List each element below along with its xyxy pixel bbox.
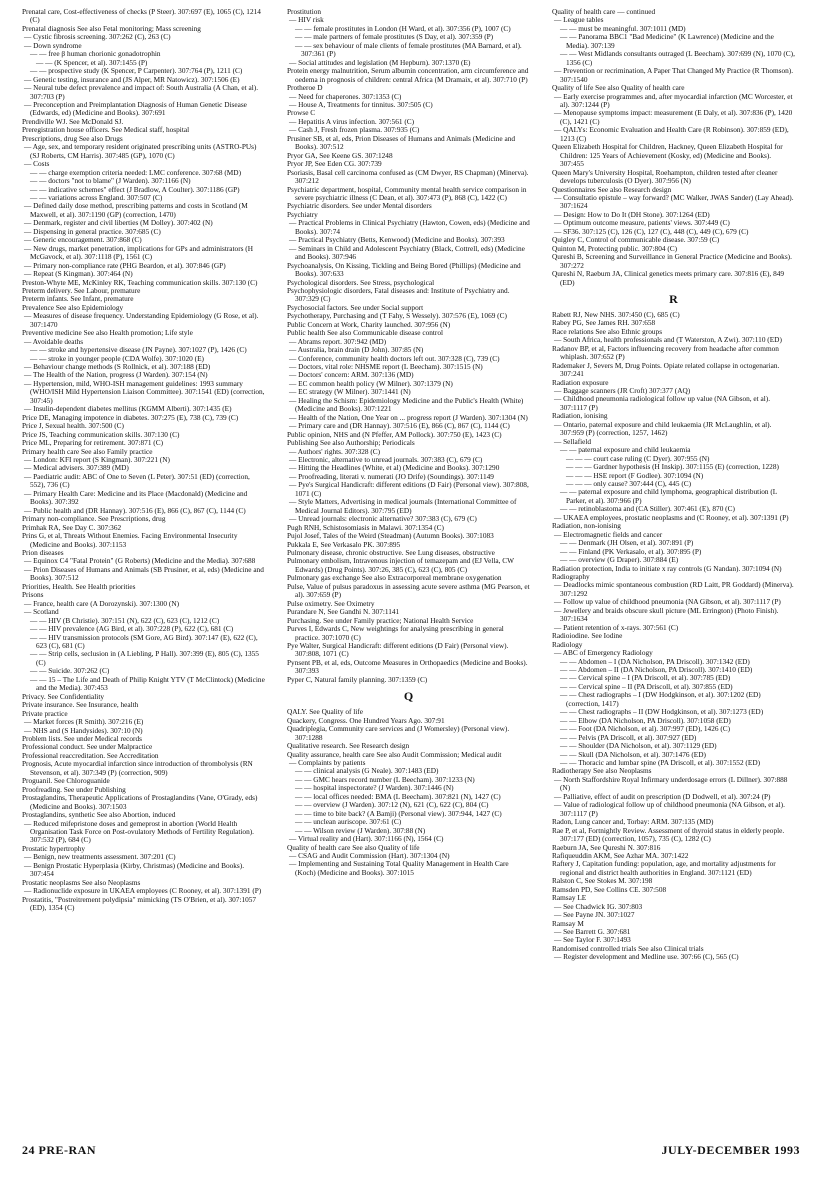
index-subentry: — See Taylor F. 307:1493 bbox=[554, 935, 631, 945]
index-subentry: — QALYs: Economic Evaluation and Health Care (R Robinson). 307:859 (ED), 1213 (C) bbox=[554, 125, 789, 143]
index-entry: Quackery, Congress. One Hundred Years Ago. 307:91 bbox=[287, 715, 445, 725]
index-entry: Prion diseases bbox=[22, 548, 64, 557]
index-entry: Prins G, et al, Threats Without Enemies. Facing Environmental Insecurity (Medicine and Books). 307:1153 bbox=[22, 531, 238, 549]
index-entry: Privacy. See Confidentiality bbox=[22, 691, 105, 701]
index-subentry: — — Chest radiographs – I (DW Hodgkinson, et al). 307:1202 (ED) (correction, 1417) bbox=[560, 690, 761, 708]
index-subentry: — Hitting the Headlines (White, et al) (Medicine and Books). 307:1290 bbox=[289, 463, 500, 473]
index-entry: Pulse oximetry. See Oximetry bbox=[287, 598, 375, 608]
index-subentry: — Costs bbox=[24, 159, 50, 169]
index-entry: Queen Elizabeth Hospital for Children, Hackney, Queen Elizabeth Hospital for Children: 125 Years of Achievement (Kosky, ed) (Medicine and Books). 307:455 bbox=[552, 142, 783, 169]
index-subentry: — Practical Problems in Clinical Psychiatry (Hawton, Cowen, eds) (Medicine and Books). 307:74 bbox=[289, 218, 530, 236]
index-entry: Proofreading. See under Publishing bbox=[22, 784, 126, 794]
index-subentry: — — sex behaviour of male clients of female prostitutes (MA Barnard, et al). 307:361 (P) bbox=[295, 40, 522, 59]
index-entry: Pulse, Value of pulsus paradoxus in assessing acute severe asthma (MG Pearson, et al). 307:659 (P) bbox=[287, 581, 530, 600]
index-subentry: — Benign, new treatments assessment. 307:201 (C) bbox=[24, 852, 176, 862]
index-subentry: — Equinox C4 "Fatal Protein" (G Roberts) (Medicine and the Media). 307:688 bbox=[24, 556, 256, 566]
index-subentry: — Palliative, effect of audit on prescription (D Dodwell, et al). 307:24 (P) bbox=[554, 791, 771, 801]
index-subentry: — — charge exemption criteria needed: LMC conference. 307:68 (MD) bbox=[30, 167, 241, 177]
index-subentry: — — Thoracic and lumbar spine (PA Driscoll, et al). 307:1552 (ED) bbox=[560, 757, 761, 767]
index-entry: Pukkala E, See Verkasalo PK. 307:895 bbox=[287, 539, 401, 549]
footer-page-range: 24 PRE-RAN bbox=[22, 1143, 96, 1157]
index-subentry: — EC strategy (W Milner). 307:1441 (N) bbox=[289, 387, 411, 397]
index-subentry: — Electromagnetic fields and cancer bbox=[554, 529, 663, 539]
index-subentry: — Genetic testing, insurance and (JS Alper, MR Natowicz). 307:1506 (E) bbox=[24, 74, 240, 84]
index-subentry: — Design: How to Do It (DH Stone). 307:1264 (ED) bbox=[554, 209, 710, 219]
index-subentry: — London: KFI report (S Kingman). 307:221 (N) bbox=[24, 455, 170, 465]
section-letter-heading: R bbox=[669, 291, 678, 306]
index-entry: Radiation, ionising bbox=[552, 411, 608, 421]
index-entry: Qureshi B, Screening and Surveillance in General Practice (Medicine and Books). 307:272 bbox=[552, 252, 792, 270]
index-entry: Prusiner SB, et al, eds, Prion Diseases of Humans and Animals (Medicine and Books). 307:512 bbox=[287, 133, 515, 152]
index-entry: Prenatal diagnosis See also Fetal monitoring; Mass screening bbox=[22, 23, 201, 33]
index-entry: Pugh RNH, Schistosomiasis in Malawi. 307:1354 (C) bbox=[287, 522, 444, 532]
index-entry: Prostatic neoplasms See also Neoplasms bbox=[22, 877, 141, 887]
index-entry: Prostaglandins, Therapeutic Applications of Prostaglandins (Vane, O'Grady, eds) (Medicine and Books). 307:1503 bbox=[22, 793, 258, 811]
index-entry: Proguanil. See Chloroguanide bbox=[22, 776, 110, 786]
index-subentry: — — clinical analysis (G Neale). 307:1483 (ED) bbox=[295, 766, 439, 776]
index-entry: Questionnaires See also Research design bbox=[552, 184, 672, 194]
index-subentry: — Optimum outcome measure, patients' views. 307:449 (C) bbox=[554, 218, 730, 228]
index-subentry: — — Finland (PK Verkasalo, et al). 307:895 (P) bbox=[560, 546, 702, 556]
index-entry: Preventive medicine See also Health promotion; Life style bbox=[22, 328, 193, 338]
section-letter-heading: Q bbox=[403, 689, 414, 704]
index-subentry: — — Abdomen – I (DA Nicholson, PA Driscoll). 307:1342 (ED) bbox=[560, 656, 750, 666]
index-entry: Prevalence See also Epidemiology bbox=[22, 302, 124, 312]
index-subentry: — Style Matters, Advertising in medical journals (International Committee of Medical Journal Editors). 307:795 (ED) bbox=[289, 497, 517, 515]
index-entry: Psychiatric department, hospital, Community mental health service comparison in severe psychiatric illness (C Dean, et al). 307:473 (P), 868 (C), 1422 (C) bbox=[287, 184, 527, 202]
index-entry: Prenatal care, Cost-effectiveness of checks (P Steer). 307:697 (E), 1065 (C), 1214 (C) bbox=[22, 8, 261, 25]
index-subentry: — — unclean auriscope. 307:61 (C) bbox=[295, 817, 402, 827]
index-subentry: — Dispensing in general practice. 307:685 (C) bbox=[24, 226, 161, 236]
index-subentry: — Public health and (DR Hannay). 307:516 (E), 866 (C), 867 (C), 1144 (C) bbox=[24, 505, 246, 515]
index-subentry: — Jewellery and braids obscure skull picture (ML Errington) (Photo Finish). 307:1634 bbox=[554, 605, 779, 624]
index-subentry: — — overview (J Warden). 307:12 (N), 621 (C), 622 (C), 804 (C) bbox=[295, 800, 489, 810]
index-subentry: — — Foot (DA Nicholson, et al). 307:997 (ED), 1426 (C) bbox=[560, 724, 731, 734]
index-entry: Professional conduct. See under Malpractice bbox=[22, 742, 153, 752]
index-entry: Rabey PG, See James RH. 307:658 bbox=[552, 318, 656, 328]
index-subentry: — — — court case ruling (C Dyer). 307:955 (N) bbox=[566, 453, 710, 463]
index-entry: Rademaker J, Severs M, Drug Points. Opiate related collapse in octogenarian. 307:241 bbox=[552, 360, 780, 379]
index-subentry: — EC common health policy (W Milner). 307:1379 (N) bbox=[289, 378, 453, 388]
index-subentry: — — prospective study (K Spencer, P Carpenter). 307:764 (P), 1211 (C) bbox=[30, 66, 243, 76]
index-column-2 bbox=[287, 8, 530, 1130]
index-entry: Pyper C, Natural family planning. 307:1359 (C) bbox=[287, 674, 428, 684]
index-entry: Queen Mary's University Hospital, Roehampton, children tested after cleaner develops tuberculosis (O Dyer). 307:956 (N) bbox=[552, 167, 778, 186]
index-subentry: — Primary non-compliance rate (PHG Beardon, et al). 307:846 (GP) bbox=[24, 260, 226, 270]
index-subentry: — See Barrett G. 307:681 bbox=[554, 927, 631, 937]
index-entry: Private insurance. See Insurance, health bbox=[22, 700, 139, 710]
index-entry: Randomised controlled trials See also Clinical trials bbox=[552, 943, 704, 953]
index-subentry: — — Pelvis (PA Driscoll, et al). 307:927 (ED) bbox=[560, 732, 697, 742]
index-subentry: — Proofreading, literati v. numerati (JO Drife) (Soundings). 307:1149 bbox=[289, 471, 494, 481]
index-entry: Pryor JP, See Eden CG. 307:739 bbox=[287, 159, 382, 169]
index-entry: Prendiville WJ. See McDonald SJ. bbox=[22, 116, 124, 126]
index-subentry: — — Cervical spine – II (PA Driscoll, et al). 307:855 (ED) bbox=[560, 681, 733, 691]
index-subentry: — Virtual reality and (Hart). 307:1166 (N), 1564 (C) bbox=[289, 834, 444, 844]
index-subentry: — Defined daily dose method, prescribing patterns and costs in Scotland (M Maxwell, et al). 307:1190 (GP) (correction, 1470) bbox=[24, 201, 248, 219]
index-subentry: — — West Midlands consultants outraged (L Beecham). 307:699 (N), 1070 (C), 1356 (C) bbox=[560, 49, 795, 67]
index-entry: Professional reaccreditation. See Accreditation bbox=[22, 750, 159, 760]
index-entry: Quadriplegia, Community care services and (J Womersley) (Personal view). 307:1288 bbox=[287, 724, 510, 742]
index-entry: Public health See also Communicable disease control bbox=[287, 328, 444, 338]
index-subentry: — Reduced mifepristone doses and gemeprost in abortion (World Health Organisation Task Force on Post-ovulatory Methods of Fertility Regulation). 307:532 (P), 684 (C) bbox=[24, 818, 254, 845]
index-subentry: — — — HSE report (F Godlee). 307:1094 (N) bbox=[566, 470, 704, 480]
index-subentry: — Social attitudes and legislation (M Hepburn). 307:1370 (E) bbox=[289, 57, 471, 67]
index-subentry: — Register development and Medline use. 307:66 (C), 565 (C) bbox=[554, 952, 739, 962]
index-entry: Ralston C, See Stokes M. 307:198 bbox=[552, 876, 653, 886]
index-subentry: — — male partners of female prostitutes (S Day, et al). 307:359 (P) bbox=[295, 32, 494, 42]
index-subentry: — — must be meaningful. 307:1011 (MD) bbox=[560, 23, 686, 33]
index-subentry: — Primary care and (DR Hannay). 307:516 (E), 866 (C), 867 (C), 1144 (C) bbox=[289, 421, 510, 431]
index-entry: Ramsden PD, See Collins CE. 307:508 bbox=[552, 884, 667, 894]
index-subentry: — Health of the Nation, One Year on ... progress report (J Warden). 307:1304 (N) bbox=[289, 412, 528, 422]
index-subentry: — — doctors "not to blame" (J Warden). 307:1166 (N) bbox=[30, 176, 191, 186]
index-entry: Prostaglandins, synthetic See also Abortion, induced bbox=[22, 810, 176, 820]
index-subentry: — Ontario, paternal exposure and child leukaemia (JR McLaughlin, et al). 307:959 (P) (correction, 1257, 1462) bbox=[554, 419, 772, 438]
index-subentry: — UKAEA employees, prostatic neoplasms and (C Rooney, et al). 307:1391 (P) bbox=[554, 512, 789, 522]
index-entry: Price ML, Preparing for retirement. 307:871 (C) bbox=[22, 438, 164, 448]
index-subentry: — Patient retention of x-rays. 307:561 (C) bbox=[554, 622, 679, 632]
index-subentry: — Implementing and Sustaining Total Quality Management in Health Care (Koch) (Medicine and Books). 307:1015 bbox=[289, 859, 509, 877]
index-subentry: — — free β human chorionic gonadotrophin bbox=[30, 49, 161, 59]
index-subentry: — Complaints by patients bbox=[289, 757, 366, 767]
index-entry: Private practice bbox=[22, 708, 68, 718]
index-entry: Protheroe D bbox=[287, 83, 323, 93]
index-entry: Pye Walter, Surgical Handicraft: different editions (D Fair) (Personal view). 307:808, 1071 (C) bbox=[287, 640, 509, 659]
index-entry: Prostatitis, "Postreitrement polydipsia" mimicking (TS O'Brien, et al). 307:1057 (ED), 1354 (C) bbox=[22, 894, 257, 913]
index-subentry: — ABC of Emergency Radiology bbox=[554, 648, 653, 658]
index-subentry: — House A, Treatments for tinnitus. 307:505 (C) bbox=[289, 99, 433, 109]
index-subentry: — New drugs, market penetration, implications for GPs and administrators (H McGavock, et al). 307:1118 (P), 1561 (C) bbox=[24, 243, 253, 262]
index-subentry: — See Chadwick IG. 307:803 bbox=[554, 901, 643, 911]
index-subentry: — Behaviour change methods (S Rollnick, et al). 307:188 (ED) bbox=[24, 362, 211, 372]
index-subentry: — Pye's Surgical Handicraft: different editions (D Fair) (Personal view). 307:808, 1071 (C) bbox=[289, 480, 529, 498]
index-entry: Radiography bbox=[552, 572, 590, 581]
index-subentry: — Market forces (R Smith). 307:216 (E) bbox=[24, 717, 144, 727]
index-entry: Psychiatry bbox=[287, 209, 318, 219]
index-subentry: — Practical Psychiatry (Betts, Kenwood) (Medicine and Books). 307:393 bbox=[289, 235, 505, 245]
index-entry: Preterm delivery. See Labour, premature bbox=[22, 285, 141, 295]
index-subentry: — — Denmark (JH Olsen, et al). 307:891 (P) bbox=[560, 538, 694, 548]
index-subentry: — Value of radiological follow up of childhood pneumonia (NA Gibson, et al). 307:1117 (P) bbox=[554, 800, 785, 818]
index-subentry: — Cystic fibrosis screening. 307:262 (C), 263 (C) bbox=[24, 32, 171, 42]
index-entry: Psoriasis, Basal cell carcinoma confused as (CM Dwyer, RS Chapman) (Minerva). 307:212 bbox=[287, 167, 529, 186]
index-subentry: — Scotland bbox=[24, 607, 59, 617]
index-subentry: — — overview (G Draper). 307:884 (E) bbox=[560, 555, 679, 565]
index-columns bbox=[22, 8, 800, 1130]
index-subentry: — — HIV prevalence (AG Bird, et al). 307:228 (P), 622 (C), 681 (C) bbox=[30, 624, 234, 634]
index-entry: Quigley C, Control of communicable disease. 307:59 (C) bbox=[552, 235, 720, 245]
index-column-1 bbox=[22, 8, 265, 1130]
index-entry: Qualitative research. See Research design bbox=[287, 741, 410, 751]
index-subentry: — Primary Health Care: Medicine and its Place (Macdonald) (Medicine and Books). 307:392 bbox=[24, 488, 248, 507]
index-subentry: — Sellafield bbox=[554, 436, 592, 446]
index-subentry: — — — only cause? 307:444 (C), 445 (C) bbox=[566, 479, 692, 489]
index-entry: Pynsent PB, et al, eds, Outcome Measures in Orthopaedics (Medicine and Books). 307:393 bbox=[287, 657, 528, 676]
index-subentry: — — Strip cells, seclusion in (A Liebling, P Hall). 307:399 (E), 805 (C), 1355 (C) bbox=[30, 649, 259, 667]
index-subentry: — Authors' rights. 307:328 (C) bbox=[289, 446, 381, 456]
index-subentry: — South Africa, health professionals and (T Waterston, A Zwi). 307:110 (ED) bbox=[554, 335, 782, 345]
index-entry: QALY. See Quality of life bbox=[287, 707, 363, 717]
index-subentry: — Avoidable deaths bbox=[24, 336, 84, 346]
index-subentry: — Unread journals: electronic alternative? 307:383 (C), 679 (C) bbox=[289, 514, 477, 524]
index-subentry: — Consultatio epistule – way forward? (MC Walker, JWAS Sander) (Lay Ahead). 307:1624 bbox=[554, 192, 794, 211]
index-subentry: — — hospital inspectorate? (J Warden). 307:1446 (N) bbox=[295, 783, 454, 793]
index-entry: Ramsay LE bbox=[552, 893, 587, 903]
index-subentry: — Repeat (S Kingman). 307:464 (N) bbox=[24, 269, 133, 279]
index-subentry: — Paediatric audit: ABC of One to Seven (L Peter). 307:51 (ED) (correction, 552), 736 (C) bbox=[24, 471, 250, 490]
index-subentry: — — indicative schemes" effect (J Bradlow, A Coulter). 307:1186 (GP) bbox=[30, 184, 240, 194]
index-entry: Radioiodine. See Iodine bbox=[552, 631, 623, 641]
index-entry: Price DE, Managing impotence in diabetes. 307:275 (E), 738 (C), 739 (C) bbox=[22, 412, 239, 422]
index-entry: Primhak RA, See Day C. 307:362 bbox=[22, 522, 122, 532]
index-entry: Raftery J, Capitation funding: population, age, and mortality adjustments for regional and district health authorities in England. 307:1121 (ED) bbox=[552, 859, 776, 877]
index-subentry: — Benign Prostatic Hyperplasia (Kirby, Christmas) (Medicine and Books). 307:454 bbox=[24, 860, 245, 879]
index-subentry: — — paternal exposure and child leukaemia bbox=[560, 445, 691, 455]
index-subentry: — Insulin-dependent diabetes mellitus (KGMM Alberti). 307:1435 (E) bbox=[24, 404, 232, 414]
index-subentry: — — stroke and hypertensive disease (JN Payne). 307:1027 (P), 1426 (C) bbox=[30, 345, 247, 355]
index-entry: Preterm infants. See Infant, premature bbox=[22, 294, 134, 304]
index-subentry: — Australia, brain drain (D John). 307:85 (N) bbox=[289, 345, 424, 355]
index-entry: Purves I, Edwards C, New weightings for analysing prescribing in general practice. 307:1070 (C) bbox=[287, 624, 504, 642]
index-subentry: — Baggage scanners (JR Croft) 307:377 (AQ) bbox=[554, 386, 691, 396]
index-subentry: — — time to bite back? (A Bamji) (Personal view). 307:944, 1427 (C) bbox=[295, 808, 502, 818]
index-subentry: — CSAG and Audit Commission (Hart). 307:1304 (N) bbox=[289, 850, 450, 860]
index-subentry: — Down syndrome bbox=[24, 40, 82, 50]
index-entry: Ramsay M bbox=[552, 918, 584, 928]
index-subentry: — Menopause symptoms impact: measurement (E Daly, et al). 307:836 (P), 1420 (C), 1421 (C) bbox=[554, 108, 793, 126]
index-subentry: — — Cervical spine – I (PA Driscoll, et al). 307:785 (ED) bbox=[560, 673, 731, 683]
index-subentry: — NHS and (S Handysides). 307:10 (N) bbox=[24, 725, 143, 735]
index-subentry: — France, health care (A Dorozynski). 307:1300 (N) bbox=[24, 598, 180, 608]
index-entry: Psychosocial factors. See under Social support bbox=[287, 302, 424, 312]
index-entry: Radiology bbox=[552, 639, 583, 649]
index-entry: Prognosis, Acute myocardial infarction since introduction of thrombolysis (RN Stevenson, et al). 307:349 (P) (correction, 909) bbox=[22, 759, 253, 777]
index-subentry: — — Panorama BBC1 "Bad Medicine" (K Lawrence) (Medicine and the Media). 307:139 bbox=[560, 32, 774, 50]
index-subentry: — — Wilson review (J Warden). 307:88 (N) bbox=[295, 825, 426, 835]
index-entry: Prowse C bbox=[287, 108, 316, 118]
index-column-3 bbox=[552, 8, 795, 1130]
index-entry: Rae P, et al, Fortnightly Review. Assessment of thyroid status in elderly people. 307:177 (ED) (correction, 1057), 735 (C), 1282 (C) bbox=[552, 825, 785, 844]
index-entry: Preston-Whyte ME, McKinley RK, Teaching communication skills. 307:130 (C) bbox=[22, 277, 258, 287]
index-subentry: — Childhood pneumonia radiological follow up value (NA Gibson, et al). 307:1117 (P) bbox=[554, 394, 771, 412]
index-entry: Race relations See also Ethnic groups bbox=[552, 326, 663, 336]
index-entry: Pulmonary gas exchange See also Extracorporeal membrane oxygenation bbox=[287, 573, 502, 583]
index-subentry: — — female prostitutes in London (H Ward, et al). 307:356 (P), 1007 (C) bbox=[295, 23, 511, 33]
index-subentry: — Conference, community health doctors left out. 307:328 (C), 739 (C) bbox=[289, 353, 500, 363]
index-entry: Radon, Lung cancer and, Torbay: ARM. 307:135 (MD) bbox=[552, 817, 714, 827]
index-entry: Price JS, Teaching communication skills. 307:130 (C) bbox=[22, 429, 180, 439]
index-entry: Rabett RJ, New NHS. 307:450 (C), 685 (C) bbox=[552, 309, 680, 319]
index-entry: Price J, Sexual health. 307:500 (C) bbox=[22, 421, 124, 431]
index-entry: Prescriptions, drug See also Drugs bbox=[22, 133, 123, 143]
index-entry: Radiation protection, India to initiate x ray controls (G Nandan). 307:1094 (N) bbox=[552, 563, 782, 573]
index-subentry: — Need for chaperones. 307:1353 (C) bbox=[289, 91, 402, 101]
index-entry: Quality assurance, health care See also Audit Commission; Medical audit bbox=[287, 749, 502, 759]
index-subentry: — Seminars in Child and Adolescent Psychiatry (Black, Cottrell, eds) (Medicine and Books). 307:946 bbox=[289, 243, 525, 262]
index-subentry: — — stroke in younger people (CDA Wolfe). 307:1020 (E) bbox=[30, 353, 204, 363]
index-entry: Public Concern at Work, Charity launched. 307:956 (N) bbox=[287, 319, 451, 329]
index-entry: Public opinion, NHS and (N Pfeffer, AM Pollock). 307:750 (E), 1423 (C) bbox=[287, 429, 502, 439]
index-entry: Primary non-compliance. See Prescriptions, drug bbox=[22, 514, 166, 524]
index-entry: Radiation, non-ionising bbox=[552, 521, 621, 531]
index-subentry: — — GMC hears record number (L Beecham). 307:1233 (N) bbox=[295, 774, 475, 784]
page-footer bbox=[22, 1143, 800, 1161]
index-subentry: — — local offices needed: BMA (L Beecham). 307:821 (N), 1427 (C) bbox=[295, 791, 501, 801]
index-subentry: — Preconception and Preimplantation Diagnosis of Human Genetic Disease (Edwards, ed) (Medicine and Books). 307:691 bbox=[24, 99, 247, 118]
index-entry: Prisons bbox=[22, 590, 44, 600]
index-entry: Pulmonary disease, chronic obstructive. See Lung diseases, obstructive bbox=[287, 548, 495, 557]
index-entry: Primary health care See also Family practice bbox=[22, 446, 153, 456]
index-subentry: — League tables bbox=[554, 15, 604, 25]
index-entry: Psychophysiologic disorders, Fatal diseases and: Institute of Psychiatry and. 307:329 (C) bbox=[287, 285, 510, 304]
index-entry: Prostitution bbox=[287, 8, 322, 16]
index-subentry: — — Abdomen – II (DA Nicholson, PA Driscoll). 307:1410 (ED) bbox=[560, 664, 753, 674]
footer-issue-date: JULY-DECEMBER 1993 bbox=[661, 1143, 800, 1157]
index-subentry: — — — Gardner hypothesis (H Inskip). 307:1155 (E) (correction, 1228) bbox=[566, 462, 779, 472]
index-subentry: — Abrams report. 307:942 (MD) bbox=[289, 336, 387, 346]
index-subentry: — Doctors' concern: ARM. 307:136 (MD) bbox=[289, 370, 414, 380]
index-entry: Prostatic hypertrophy bbox=[22, 843, 86, 853]
index-subentry: — — Chest radiographs – II (DW Hodgkinson, et al). 307:1273 (ED) bbox=[560, 707, 764, 717]
index-entry: Protein energy malnutrition, Serum albumin concentration, arm circumference and oedema in prognosis of children: central Africa (M Dramaix, et al). 307:710 (P) bbox=[287, 66, 529, 84]
index-entry: Radiotherapy See also Neoplasms bbox=[552, 766, 652, 776]
index-subentry: — — Elbow (DA Nicholson, PA Driscoll). 307:1058 (ED) bbox=[560, 715, 731, 725]
index-subentry: — Measures of disease frequency. Understanding Epidemiology (G Rose, et al). 307:1470 bbox=[24, 311, 259, 329]
index-subentry: — HIV risk bbox=[289, 15, 324, 25]
index-entry: Pujol Josef, Tales of the Weird (Steadman) (Autumn Books). 307:1083 bbox=[287, 531, 494, 541]
index-subentry: — Follow up value of childhood pneumonia (NA Gibson, et al). 307:1117 (P) bbox=[554, 597, 781, 607]
index-subentry: — Hepatitis A virus infection. 307:561 (C) bbox=[289, 116, 415, 126]
index-entry: Purandare N, See Gandhi N. 307:1141 bbox=[287, 607, 400, 617]
index-subentry: — Prion Diseases of Humans and Animals (SB Prusiner, et al, eds) (Medicine and Books). 307:512 bbox=[24, 564, 264, 583]
index-entry: Problem lists. See under Medical records bbox=[22, 733, 142, 743]
index-entry: Psychiatric disorders. See under Mental disorders bbox=[287, 201, 432, 211]
index-subentry: — — Suicide. 307:262 (C) bbox=[30, 666, 110, 676]
index-subentry: — North Staffordshire Royal Infirmary underdosage errors (L Dillner). 307:888 (N) bbox=[554, 774, 788, 793]
index-subentry: — Neural tube defect prevalence and impact of: South Australia (A Chan, et al). 307:703 (P) bbox=[24, 83, 259, 101]
index-subentry: — See Payne JN. 307:1027 bbox=[554, 910, 635, 920]
index-entry: Publishing See also Authorship; Periodicals bbox=[287, 438, 415, 448]
index-entry: Purchasing. See under Family practice; National Health Service bbox=[287, 615, 474, 625]
index-subentry: — — variations across England. 307:507 (C) bbox=[30, 192, 163, 202]
index-entry: Quality of health care — continued bbox=[552, 8, 656, 16]
index-entry: Psychotherapy, Purchasing and (T Fahy, S Wessely). 307:576 (E), 1069 (C) bbox=[287, 311, 507, 321]
index-subentry: — — Shoulder (DA Nicholson, et al). 307:1129 (ED) bbox=[560, 741, 717, 751]
index-subentry: — Deadlocks mimic spontaneous combustion (RD Laitt, PR Goddard) (Minerva). 307:1292 bbox=[554, 580, 794, 598]
index-subentry: — The Health of the Nation, progress (J Warden). 307:154 (N) bbox=[24, 370, 208, 380]
index-subentry: — — Skull (DA Nicholson, et al). 307:1476 (ED) bbox=[560, 749, 706, 759]
index-entry: Priorities, Health. See Health priorities bbox=[22, 581, 136, 591]
index-subentry: — Early exercise programmes and, after myocardial infarction (MC Worcester, et al). 307:1244 (P) bbox=[554, 91, 793, 109]
index-entry: Preregistration house officers. See Medical staff, hospital bbox=[22, 125, 190, 135]
index-entry: Radanov BP, et al, Factors influencing recovery from headache after common whiplash. 307:652 (P) bbox=[552, 343, 779, 362]
index-subentry: — Hypertension, mild, WHO-ISH management guidelines: 1993 summary (WHO/ISH Mild Hypertension Liaison Committee). 307:1541 (ED) (correction, 307:45) bbox=[24, 378, 265, 405]
index-subentry: — — (K Spencer, et al). 307:1455 (P) bbox=[36, 57, 148, 67]
index-subentry: — Electronic, alternative to unread journals. 307:383 (C), 679 (C) bbox=[289, 455, 483, 465]
index-entry: Qureshi N, Raeburn JA, Clinical genetics meets primary care. 307:816 (E), 849 (ED) bbox=[552, 269, 785, 287]
index-entry: Quality of health care See also Quality of life bbox=[287, 842, 420, 852]
index-subentry: — — HIV (B Christie). 307:151 (N), 622 (C), 623 (C), 1212 (C) bbox=[30, 615, 220, 625]
index-subentry: — — paternal exposure and child lymphoma, geographical distribution (L Parker, et al). 307:966 (P) bbox=[560, 487, 777, 505]
index-subentry: — — retinoblastoma and (CA Stiller). 307:461 (E), 870 (C) bbox=[560, 504, 735, 514]
index-entry: Rafiqueuddin AKM, See Azhar MA. 307:1422 bbox=[552, 850, 689, 860]
index-subentry: — Healing the Schism: Epidemiology Medicine and the Public's Health (White) (Medicine and Books). 307:1221 bbox=[289, 395, 524, 414]
index-entry: Psychoanalysis, On Kissing, Tickling and Being Bored (Phillips) (Medicine and Books). 307:633 bbox=[287, 260, 521, 279]
index-subentry: — — HIV transmission protocols (SM Gore, AG Bird). 307:147 (E), 622 (C), 623 (C), 681 (C) bbox=[30, 632, 258, 650]
index-subentry: — — 15 – The Life and Death of Philip Knight YTV (T McClintock) (Medicine and the Media). 307:453 bbox=[30, 674, 265, 693]
index-subentry: — SF36. 307:125 (C), 126 (C), 127 (C), 448 (C), 449 (C), 679 (C) bbox=[554, 226, 749, 236]
index-subentry: — Generic encouragement. 307:868 (C) bbox=[24, 235, 142, 245]
index-subentry: — Radionuclide exposure in UKAEA employees (C Rooney, et al). 307:1391 (P) bbox=[24, 886, 262, 896]
index-entry: Raeburn JA, See Qureshi N. 307:816 bbox=[552, 842, 661, 852]
index-subentry: — Age, sex, and temporary resident originated prescribing units (ASTRO-PUs) (SJ Roberts, CM Harris). 307:485 (GP), 1070 (C) bbox=[24, 142, 257, 160]
index-entry: Quality of life See also Quality of health care bbox=[552, 83, 685, 93]
index-subentry: — Cash J, Fresh frozen plasma. 307:935 (C) bbox=[289, 125, 420, 135]
index-subentry: — Prevention or recrimination, A Paper That Changed My Practice (R Thomson). 307:1540 bbox=[554, 66, 794, 84]
index-entry: Quinton M, Protecting public. 307:804 (C) bbox=[552, 243, 678, 253]
index-subentry: — Doctors, vital role: NHSME report (L Beecham). 307:1515 (N) bbox=[289, 362, 483, 372]
index-entry: Radiation exposure bbox=[552, 377, 609, 387]
index-entry: Pulmonary embolism, Intravenous injection of temazepam and (EJ Vella, CW Edwards) (Drug Points). 307:26, 385 (C), 623 (C), 805 (C) bbox=[287, 556, 514, 574]
index-entry: Pryor GA, See Keene GS. 307:1248 bbox=[287, 150, 393, 160]
index-subentry: — Denmark, register and civil liberties (M Dolley). 307:402 (N) bbox=[24, 218, 213, 228]
index-entry: Psychological disorders. See Stress, psychological bbox=[287, 277, 435, 287]
index-subentry: — Medical advisers. 307:389 (MD) bbox=[24, 463, 129, 473]
